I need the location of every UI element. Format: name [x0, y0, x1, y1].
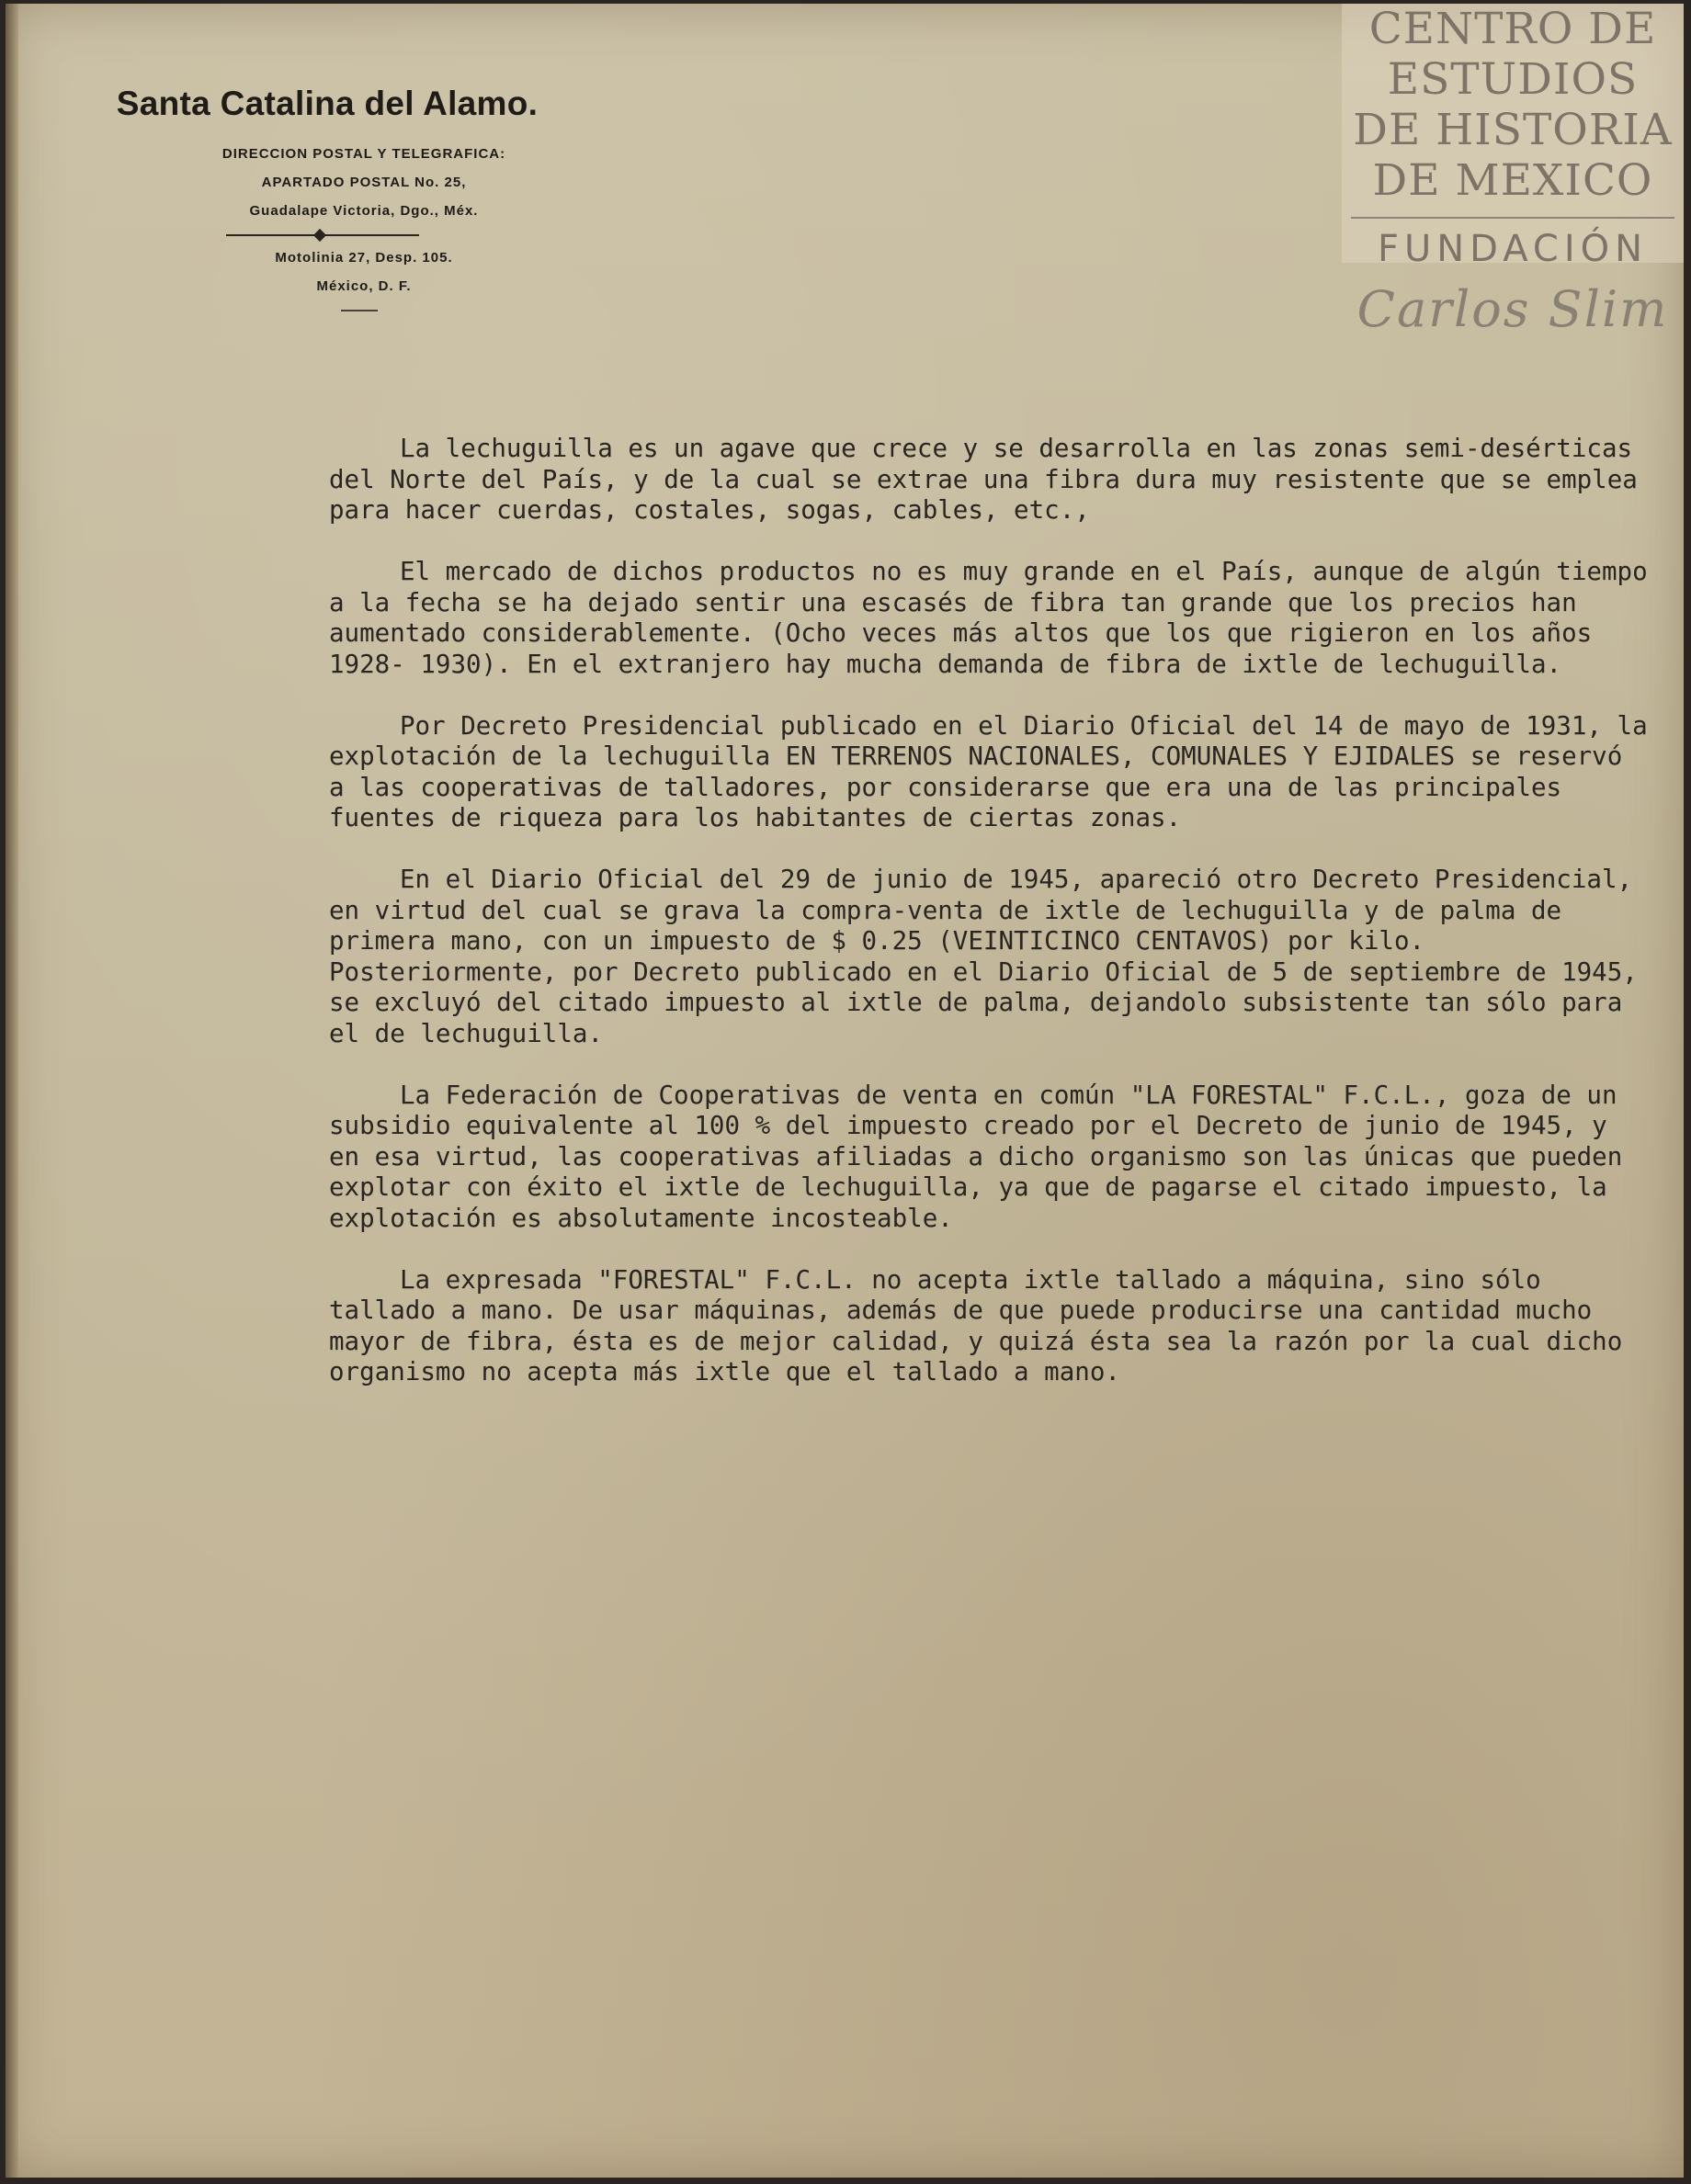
letterhead-divider [226, 234, 419, 236]
office-address: Motolinia 27, Desp. 105. [275, 250, 453, 266]
letter-body [329, 434, 1652, 1388]
archive-stamp [1342, 4, 1684, 338]
document-page [6, 4, 1684, 2178]
letterhead [61, 85, 594, 311]
postal-box: APARTADO POSTAL No. 25, [261, 175, 467, 190]
stamp-line: DE MEXICO [1372, 155, 1653, 206]
body-paragraph: En el Diario Oficial del 29 de junio de 1945, apareció otro Decreto Presidencial, en virtud del cual se grava la compra-venta de ixtle de lechuguilla y de palma de primera mano, con un impuesto de $ 0.25 (VEINTICINCO CENTAVOS) por kilo. Posteriormente, por Decreto publicado en el Diario Oficial de 5 de septiembre de 1945, se excluyó del citado impuesto al ixtle de palma, dejandolo subsistente tan sólo para el de lechuguilla. [329, 865, 1638, 1048]
postal-city: Guadalape Victoria, Dgo., Méx. [249, 203, 479, 219]
letterhead-short-rule [341, 310, 378, 311]
office-city: México, D. F. [316, 278, 412, 294]
stamp-foundation: FUNDACIÓN [1377, 228, 1649, 270]
body-paragraph: Por Decreto Presidencial publicado en el Diario Oficial del 14 de mayo de 1931, la explotación de la lechuguilla EN TERRENOS NACIONALES, COMUNALES Y EJIDALES se reservó a las cooperativas de talladores, por considerarse que era una de las principales fuentes de riqueza para los habitantes de ciertas zonas. [329, 710, 1648, 832]
body-paragraph: El mercado de dichos productos no es muy grande en el País, aunque de algún tiempo a la fecha se ha dejado sentir una escasés de fibra tan grande que los precios han aumentado considerablemente. (Ocho veces más altos que los que rigieron en los años 1928- 1930). En el extranjero hay mucha demanda de fibra de ixtle de lechuguilla. [329, 557, 1648, 679]
body-paragraph: La Federación de Cooperativas de venta en común "LA FORESTAL" F.C.L., goza de un subsidio equivalente al 100 % del impuesto creado por el Decreto de junio de 1945, y en esa virtud, las cooperativas afiliadas a dicho organismo son las únicas que pueden explotar con éxito el ixtle de lechuguilla, ya que de pagarse el citado impuesto, la explotación es absolutamente incosteable. [329, 1080, 1623, 1233]
page-edge [6, 4, 18, 2178]
stamp-signature: Carlos Slim [1356, 280, 1669, 338]
stamp-rule [1351, 217, 1674, 219]
postal-heading: DIRECCION POSTAL Y TELEGRAFICA: [221, 146, 506, 162]
stamp-line: CENTRO DE [1368, 4, 1657, 54]
body-paragraph: La lechuguilla es un agave que crece y se desarrolla en las zonas semi-desérticas del Norte del País, y de la cual se extrae una fibra dura muy resistente que se emplea para hacer cuerdas, costales, sogas, cables, etc., [329, 434, 1638, 525]
stamp-line: ESTUDIOS [1387, 54, 1639, 105]
company-name: Santa Catalina del Alamo. [116, 85, 539, 122]
stamp-line: DE HISTORIA [1353, 105, 1673, 155]
body-paragraph: La expresada "FORESTAL" F.C.L. no acepta ixtle tallado a máquina, sino sólo tallado a mano. De usar máquinas, además de que puede producirse una cantidad mucho mayor de fibra, ésta es de mejor calidad, y quizá ésta sea la razón por la cual dicho organismo no acepta más ixtle que el tallado a mano. [329, 1264, 1623, 1386]
